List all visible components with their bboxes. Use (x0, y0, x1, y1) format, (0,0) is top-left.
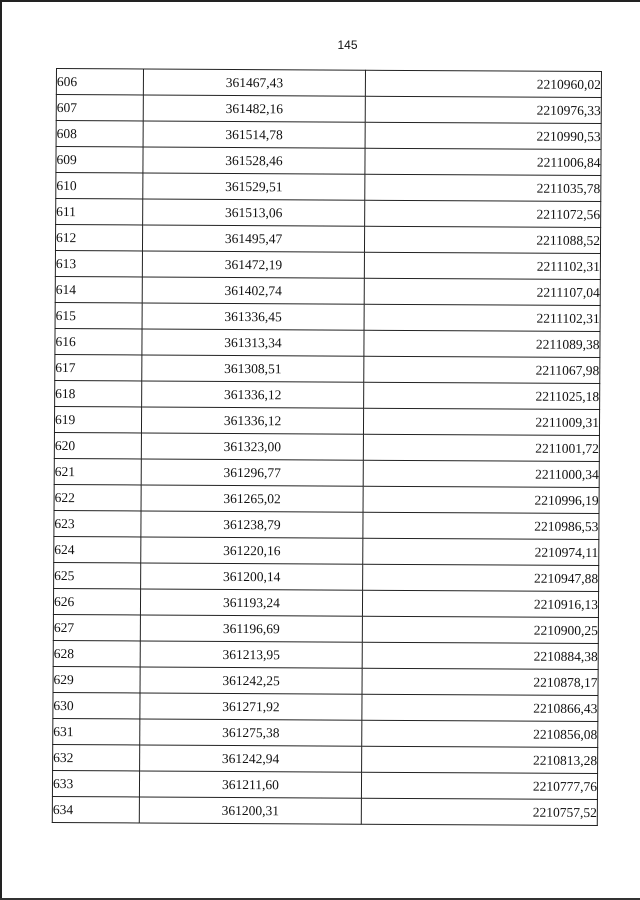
table-row (56, 69, 601, 98)
x-coordinate-cell: 361213,95 (140, 641, 362, 668)
table-row (55, 380, 600, 409)
x-coordinate-cell: 361323,00 (141, 433, 363, 460)
table-row (54, 458, 599, 487)
table-row (56, 121, 601, 150)
y-coordinate-cell: 2211102,31 (364, 252, 600, 279)
y-coordinate-cell: 2210884,38 (362, 642, 598, 669)
x-coordinate-cell: 361513,06 (143, 199, 365, 226)
x-coordinate-cell: 361472,19 (142, 251, 364, 278)
scan-border-left (0, 0, 2, 900)
table-row (53, 640, 598, 669)
x-coordinate-cell: 361495,47 (142, 225, 364, 252)
x-coordinate-cell: 361238,79 (141, 511, 363, 538)
point-number-cell: 611 (56, 199, 143, 225)
table-row (56, 173, 601, 202)
x-coordinate-cell: 361514,78 (143, 121, 365, 148)
x-coordinate-cell: 361313,34 (142, 329, 364, 356)
point-number-cell: 623 (54, 510, 141, 536)
y-coordinate-cell: 2211000,34 (363, 460, 599, 487)
y-coordinate-cell: 2210990,53 (365, 122, 601, 149)
x-coordinate-cell: 361265,02 (141, 485, 363, 512)
point-number-cell: 616 (55, 328, 142, 354)
x-coordinate-cell: 361242,25 (140, 667, 362, 694)
x-coordinate-cell: 361336,45 (142, 303, 364, 330)
y-coordinate-cell: 2210947,88 (363, 564, 599, 591)
point-number-cell: 617 (55, 354, 142, 380)
point-number-cell: 606 (56, 69, 143, 95)
table-row (55, 225, 600, 254)
point-number-cell: 629 (53, 666, 140, 692)
table-row (56, 147, 601, 176)
table-row (56, 95, 601, 124)
y-coordinate-cell: 2211067,98 (364, 356, 600, 383)
point-number-cell: 627 (53, 614, 140, 640)
point-number-cell: 610 (56, 173, 143, 199)
table-row (55, 302, 600, 331)
x-coordinate-cell: 361482,16 (143, 95, 365, 122)
point-number-cell: 612 (55, 225, 142, 251)
point-number-cell: 633 (52, 770, 139, 796)
x-coordinate-cell: 361220,16 (141, 537, 363, 564)
coordinates-table (52, 68, 602, 826)
point-number-cell: 621 (54, 458, 141, 484)
y-coordinate-cell: 2210986,53 (363, 512, 599, 539)
x-coordinate-cell: 361308,51 (142, 355, 364, 382)
point-number-cell: 618 (55, 380, 142, 406)
x-coordinate-cell: 361296,77 (141, 459, 363, 486)
scan-border-top (0, 0, 640, 2)
point-number-cell: 626 (53, 588, 140, 614)
table-row (54, 484, 599, 513)
x-coordinate-cell: 361211,60 (139, 771, 361, 798)
y-coordinate-cell: 2211001,72 (363, 434, 599, 461)
y-coordinate-cell: 2210777,76 (361, 772, 597, 799)
page-number: 145 (337, 38, 358, 52)
y-coordinate-cell: 2211088,52 (364, 226, 600, 253)
y-coordinate-cell: 2210916,13 (362, 590, 598, 617)
y-coordinate-cell: 2211025,18 (364, 382, 600, 409)
x-coordinate-cell: 361275,38 (140, 719, 362, 746)
table-row (53, 692, 598, 721)
x-coordinate-cell: 361242,94 (140, 745, 362, 772)
table-row (55, 354, 600, 383)
point-number-cell: 615 (55, 302, 142, 328)
x-coordinate-cell: 361336,12 (142, 381, 364, 408)
y-coordinate-cell: 2210960,02 (365, 70, 601, 97)
y-coordinate-cell: 2210976,33 (365, 96, 601, 123)
point-number-cell: 620 (54, 432, 141, 458)
y-coordinate-cell: 2210866,43 (362, 694, 598, 721)
table-row (53, 666, 598, 695)
x-coordinate-cell: 361467,43 (143, 69, 365, 96)
point-number-cell: 634 (52, 796, 139, 822)
point-number-cell: 628 (53, 640, 140, 666)
table-row (54, 562, 599, 591)
table-row (53, 744, 598, 773)
y-coordinate-cell: 2210757,52 (361, 798, 597, 825)
y-coordinate-cell: 2210813,28 (362, 746, 598, 773)
table-row (53, 588, 598, 617)
y-coordinate-cell: 2211107,04 (364, 278, 600, 305)
coordinates-table-body (52, 69, 601, 826)
y-coordinate-cell: 2211035,78 (365, 174, 601, 201)
point-number-cell: 630 (53, 692, 140, 718)
table-row (52, 770, 597, 799)
x-coordinate-cell: 361336,12 (141, 407, 363, 434)
y-coordinate-cell: 2211089,38 (364, 330, 600, 357)
point-number-cell: 619 (54, 406, 141, 432)
y-coordinate-cell: 2210878,17 (362, 668, 598, 695)
table-row (53, 614, 598, 643)
x-coordinate-cell: 361271,92 (140, 693, 362, 720)
x-coordinate-cell: 361196,69 (140, 615, 362, 642)
table-row (55, 328, 600, 357)
table-row (53, 718, 598, 747)
y-coordinate-cell: 2210856,08 (362, 720, 598, 747)
point-number-cell: 609 (56, 147, 143, 173)
table-row (56, 199, 601, 228)
y-coordinate-cell: 2211006,84 (365, 148, 601, 175)
y-coordinate-cell: 2210974,11 (363, 538, 599, 565)
x-coordinate-cell: 361200,31 (139, 797, 361, 824)
table-row (54, 536, 599, 565)
point-number-cell: 614 (55, 276, 142, 302)
point-number-cell: 624 (54, 536, 141, 562)
table-row (54, 432, 599, 461)
point-number-cell: 608 (56, 121, 143, 147)
x-coordinate-cell: 361529,51 (143, 173, 365, 200)
y-coordinate-cell: 2211072,56 (365, 200, 601, 227)
table-row (54, 406, 599, 435)
x-coordinate-cell: 361402,74 (142, 277, 364, 304)
point-number-cell: 613 (55, 250, 142, 276)
point-number-cell: 631 (53, 718, 140, 744)
point-number-cell: 607 (56, 95, 143, 121)
x-coordinate-cell: 361193,24 (140, 589, 362, 616)
y-coordinate-cell: 2210900,25 (362, 616, 598, 643)
table-row (55, 276, 600, 305)
x-coordinate-cell: 361528,46 (143, 147, 365, 174)
table-row (55, 250, 600, 279)
y-coordinate-cell: 2210996,19 (363, 486, 599, 513)
y-coordinate-cell: 2211009,31 (363, 408, 599, 435)
point-number-cell: 632 (53, 744, 140, 770)
table-row (54, 510, 599, 539)
point-number-cell: 625 (54, 562, 141, 588)
x-coordinate-cell: 361200,14 (141, 563, 363, 590)
table-row (52, 796, 597, 825)
point-number-cell: 622 (54, 484, 141, 510)
y-coordinate-cell: 2211102,31 (364, 304, 600, 331)
